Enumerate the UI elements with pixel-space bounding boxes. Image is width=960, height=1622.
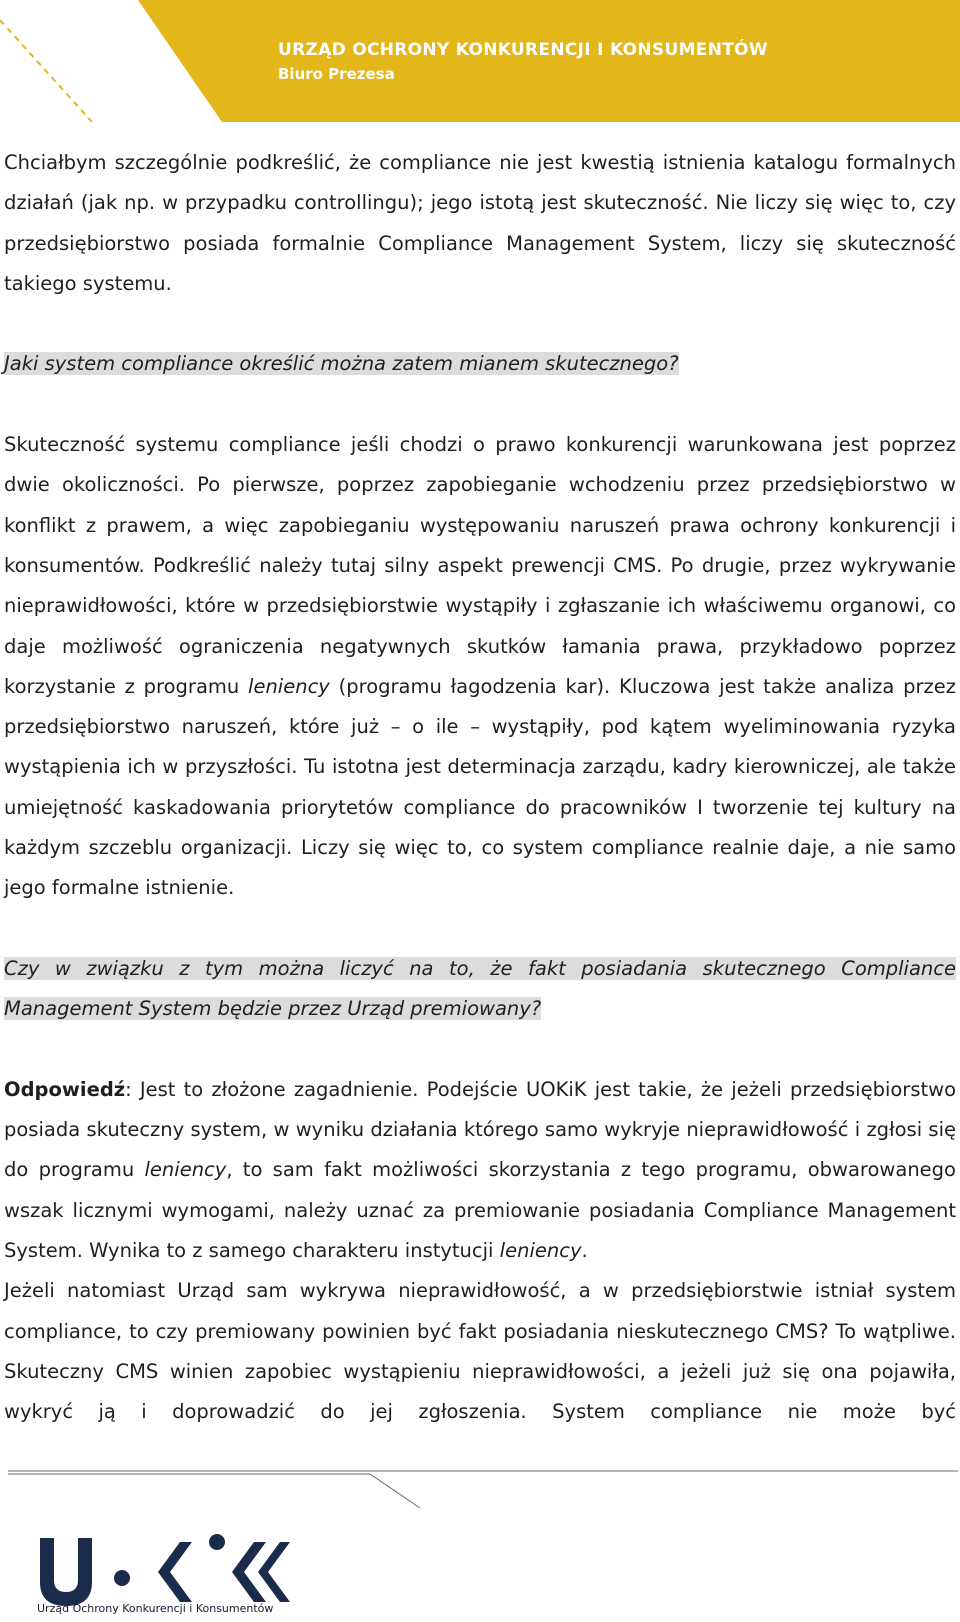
question-1 — [4, 344, 956, 384]
document-body — [4, 143, 956, 1433]
logo-caption: Urząd Ochrony Konkurencji i Konsumentów — [37, 1602, 274, 1615]
answer-label: Odpowiedź — [4, 1077, 126, 1101]
question-2 — [4, 949, 956, 1030]
leniency-term: leniency — [499, 1239, 582, 1263]
header-subtitle: Biuro Prezesa — [278, 65, 395, 83]
header-band — [0, 0, 960, 122]
paragraph-effectiveness — [4, 425, 956, 909]
paragraph-answer — [4, 1070, 956, 1271]
paragraph-effectiveness-part1: Skuteczność systemu compliance jeśli chodzi o prawo konkurencji warunkowana jest poprzez dwie okoliczności. Po pierwsze, poprzez zapobieganie wchodzeniu przez przedsiębiorstwo w konflikt z prawem, a więc zapobieganiu występowaniu naruszeń prawa ochrony konkurencji i konsumentów. Podkreślić należy tutaj silny aspekt prewencji CMS. Po drugie, przez wykrywanie nieprawidłowości, które w przedsiębiorstwie wystąpiły i zgłaszanie ich właściwemu organowi, co daje możliwość ograniczenia negatywnych skutków łamania prawa, przykładowo poprzez korzystanie z programu — [4, 433, 956, 698]
question-2-text: Czy w związku z tym można liczyć na to, że fakt posiadania skutecznego Compliance Management System będzie przez Urząd premiowany? — [4, 956, 956, 1021]
leniency-term: leniency — [144, 1158, 227, 1182]
answer-part3: . — [581, 1239, 588, 1263]
answer-part1: : Jest to złożone zagadnienie. Podejście UOKiK jest takie, że jeżeli przedsiębiorstwo posiada skuteczny system, w wyniku działania którego samo wykryje nieprawidłowość i zgłosi się do programu — [4, 1077, 956, 1182]
question-1-text: Jaki system compliance określić można zatem mianem skutecznego? — [4, 352, 679, 376]
footer-divider — [0, 1470, 960, 1510]
paragraph-detection: Jeżeli natomiast Urząd sam wykrywa nieprawidłowość, a w przedsiębiorstwie istniał system compliance, to czy premiowany powinien być fakt posiadania nieskutecznego CMS? To wątpliwe. Skuteczny CMS winien zapobiec wystąpieniu nieprawidłowości, a jeżeli już się ona pojawiła, wykryć ją i doprowadzić do jej zgłoszenia. System compliance nie może być — [4, 1279, 956, 1424]
header-title: URZĄD OCHRONY KONKURENCJI I KONSUMENTÓW — [278, 40, 768, 60]
paragraph-intro: Chciałbym szczególnie podkreślić, że compliance nie jest kwestią istnienia katalogu formalnych działań (jak np. w przypadku controllingu); jego istotą jest skuteczność. Nie liczy się więc to, czy przedsiębiorstwo posiada formalnie Compliance Management System, liczy się skuteczność takiego systemu. — [4, 151, 956, 295]
answer-part2: , to sam fakt możliwości skorzystania z tego programu, obwarowanego wszak licznymi wymogami, należy uznać za premiowanie posiadania Compliance Management System. Wynika to z samego charakteru instytucji — [4, 1158, 956, 1263]
leniency-term: leniency — [248, 674, 330, 698]
paragraph-effectiveness-part2: (programu łagodzenia kar). Kluczowa jest także analiza przez przedsiębiorstwo naruszeń, które już – o ile – wystąpiły, pod kątem wyeliminowania ryzyka wystąpienia ich w przyszłości. Tu istotna jest determinacja zarządu, kadry kierowniczej, ale także umiejętność kaskadowania priorytetów compliance do pracowników I tworzenie tej kultury na każdym szczeblu organizacji. Liczy się więc to, co system compliance realnie daje, a nie samo jego formalne istnienie. — [4, 674, 956, 900]
